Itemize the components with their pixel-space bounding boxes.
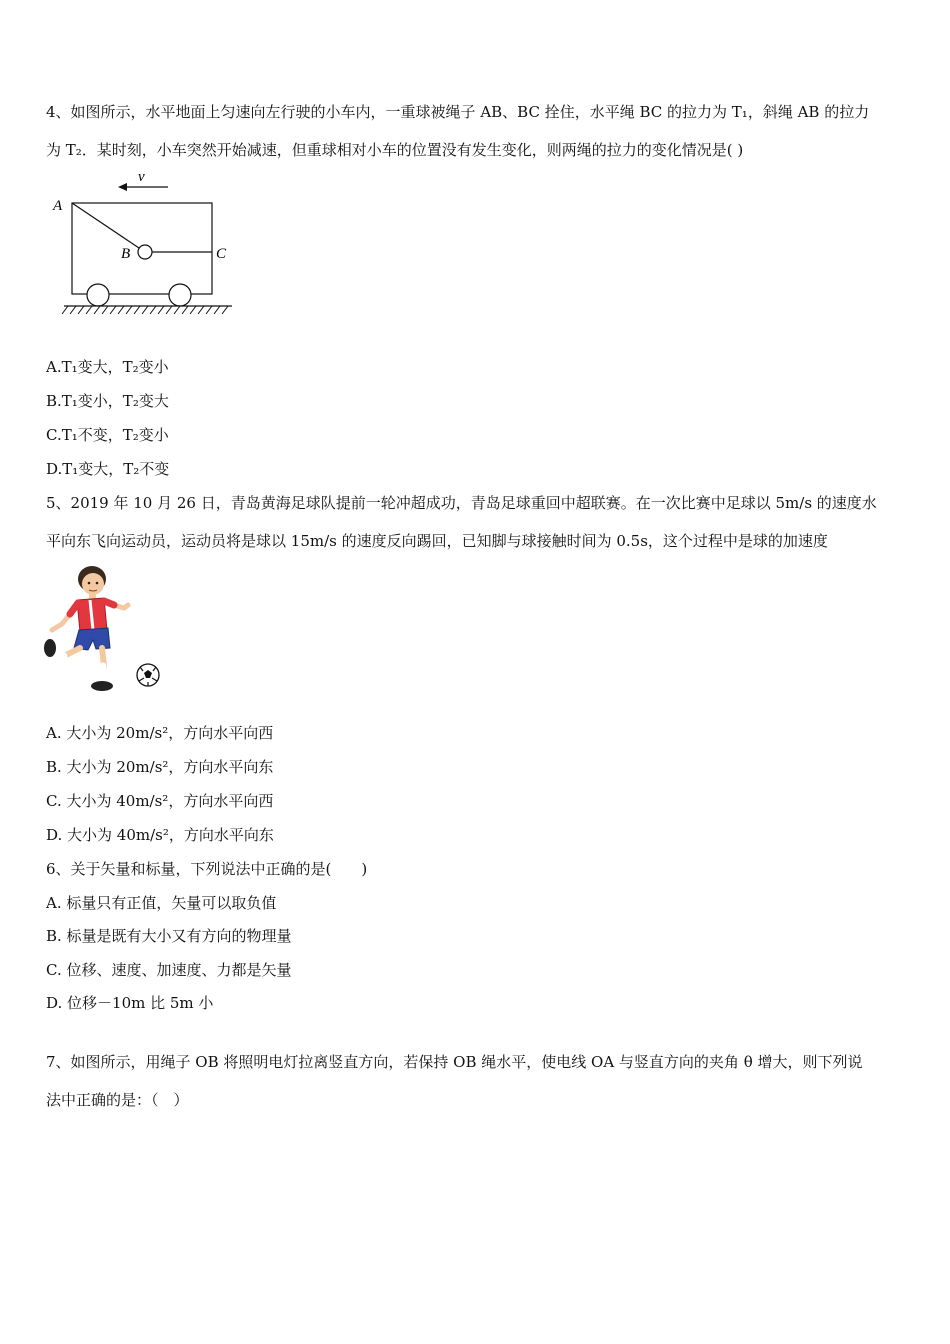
q6-option-d: D. 位移－10m 比 5m 小 <box>46 994 214 1012</box>
q4-stem-line1: 4、如图所示，水平地面上匀速向左行驶的小车内，一重球被绳子 AB、BC 拴住，水平绳 BC 的拉力为 T₁，斜绳 AB 的拉力 <box>46 103 870 121</box>
q7-stem-line2: 法中正确的是：（ ） <box>46 1091 189 1109</box>
q4-option-a: A.T₁变大，T₂变小 <box>46 358 169 376</box>
q6-option-c: C. 位移、速度、加速度、力都是矢量 <box>46 961 292 979</box>
label-C: C <box>216 246 227 262</box>
q5-option-b: B. 大小为 20m/s²，方向水平向东 <box>46 758 274 776</box>
q5-soccer-player-illustration <box>44 560 169 695</box>
q5-stem-line1: 5、2019 年 10 月 26 日，青岛黄海足球队提前一轮冲超成功，青岛足球重回中超联赛。在一次比赛中足球以 5m/s 的速度水 <box>46 494 877 512</box>
velocity-label: v <box>138 169 145 185</box>
q5-option-d: D. 大小为 40m/s²，方向水平向东 <box>46 826 274 844</box>
q4-stem-line2: 为 T₂．某时刻，小车突然开始减速，但重球相对小车的位置没有发生变化，则两绳的拉力的变化情况是( ) <box>46 141 744 159</box>
q6-option-b: B. 标量是既有大小又有方向的物理量 <box>46 927 292 945</box>
q4-option-c: C.T₁不变，T₂变小 <box>46 426 169 444</box>
q4-option-d: D.T₁变大，T₂不变 <box>46 460 170 478</box>
q5-stem-line2: 平向东飞向运动员，运动员将是球以 15m/s 的速度反向踢回，已知脚与球接触时间为 0.5s，这个过程中是球的加速度 <box>46 532 828 550</box>
label-A: A <box>53 198 63 214</box>
label-B: B <box>121 246 131 262</box>
q6-option-a: A. 标量只有正值，矢量可以取负值 <box>46 894 277 912</box>
q5-option-c: C. 大小为 40m/s²，方向水平向西 <box>46 792 274 810</box>
q6-stem: 6、关于矢量和标量，下列说法中正确的是( ) <box>46 860 368 878</box>
soccer-ball-icon <box>137 664 159 686</box>
q7-stem-line1: 7、如图所示，用绳子 OB 将照明电灯拉离竖直方向，若保持 OB 绳水平，使电线 OA 与竖直方向的夹角 θ 增大，则下列说 <box>46 1053 863 1071</box>
q5-option-a: A. 大小为 20m/s²，方向水平向西 <box>46 724 274 742</box>
q4-option-b: B.T₁变小，T₂变大 <box>46 392 169 410</box>
q4-cart-figure <box>50 168 250 318</box>
